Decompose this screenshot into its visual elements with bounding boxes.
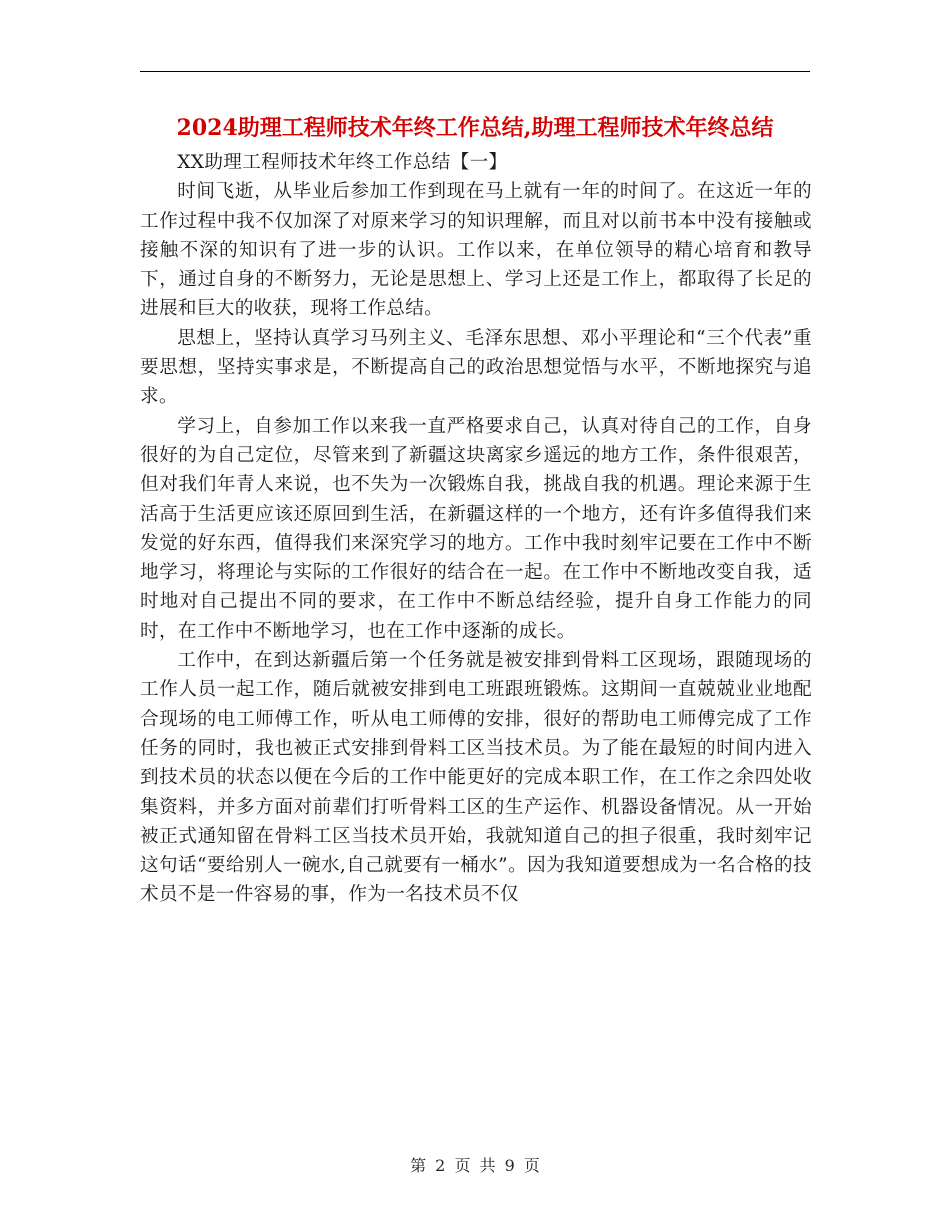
document-body <box>140 148 812 910</box>
paragraph-work: 工作中，在到达新疆后第一个任务就是被安排到骨料工区现场，跟随现场的工作人员一起工作，随后就被安排到电工班跟班锻炼。这期间一直兢兢业业地配合现场的电工师傅工作，听从电工师傅的安排，很好的帮助电工师傅完成了工作任务的同时，我也被正式安排到骨料工区当技术员。为了能在最短的时间内进入到技术员的状态以便在今后的工作中能更好的完成本职工作，在工作之余四处收集资料，并多方面对前辈们打听骨料工区的生产运作、机器设备情况。从一开始被正式通知留在骨料工区当技术员开始，我就知道自己的担子很重，我时刻牢记这句话“要给别人一碗水,自己就要有一桶水”。因为我知道要想成为一名合格的技术员不是一件容易的事，作为一名技术员不仅 <box>140 650 812 906</box>
paragraph-study: 学习上，自参加工作以来我一直严格要求自己，认真对待自己的工作，自身很好的为自己定位，尽管来到了新疆这块离家乡遥远的地方工作，条件很艰苦，但对我们年青人来说，也不失为一次锻炼自我，挑战自我的机遇。理论来源于生活高于生活更应该还原回到生活，在新疆这样的一个地方，还有许多值得我们来发觉的好东西，值得我们来深究学习的地方。工作中我时刻牢记要在工作中不断地学习，将理论与实际的工作很好的结合在一起。在工作中不断地改变自我，适时地对自己提出不同的要求，在工作中不断总结经验，提升自身工作能力的同时，在工作中不断地学习，也在工作中逐渐的成长。 <box>140 415 812 642</box>
section-heading: XX助理工程师技术年终工作总结【一】 <box>177 152 508 173</box>
paragraph-thought: 思想上，坚持认真学习马列主义、毛泽东思想、邓小平理论和“三个代表”重要思想，坚持实事求是，不断提高自己的政治思想觉悟与水平，不断地探究与追求。 <box>140 327 812 408</box>
header-rule <box>140 71 810 72</box>
paragraph-intro: 时间飞逝，从毕业后参加工作到现在马上就有一年的时间了。在这近一年的工作过程中我不仅加深了对原来学习的知识理解，而且对以前书本中没有接触或接触不深的知识有了进一步的认识。工作以来，在单位领导的精心培育和教导下，通过自身的不断努力，无论是思想上、学习上还是工作上，都取得了长足的进展和巨大的收获，现将工作总结。 <box>140 181 812 320</box>
document-title: 2024助理工程师技术年终工作总结,助理工程师技术年终总结 <box>176 115 774 141</box>
page-number: 第 2 页 共 9 页 <box>410 1156 540 1175</box>
